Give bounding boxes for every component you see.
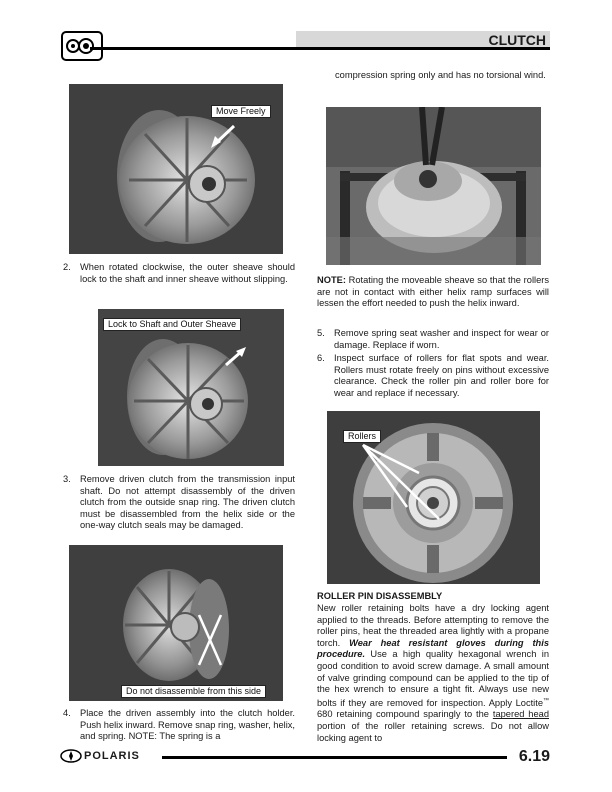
note-text: Rotating the moveable sheave so that the rollers are not in contact with either helix ramp surfaces will lessen the effort needed to push the helix inward.	[317, 275, 549, 309]
callout-lock-to-shaft: Lock to Shaft and Outer Sheave	[103, 318, 241, 331]
header-rule	[90, 47, 550, 50]
list-item-2: 2. When rotated clockwise, the outer sheave should lock to the shaft and inner sheave without slipping.	[63, 262, 295, 284]
clutch-section-icon	[61, 31, 103, 61]
list-item-5: 5. Remove spring seat washer and inspect for wear or damage. Replace if worn.	[317, 328, 549, 350]
continued-text: compression spring only and has no torsional wind.	[335, 70, 546, 80]
underlined-term: tapered head	[492, 709, 549, 720]
photo-clutch-holder-tool	[326, 107, 541, 265]
polaris-logo-icon	[60, 749, 82, 768]
page-title: CLUTCH	[488, 32, 546, 48]
section-body: New roller retaining bolts have a dry locking agent applied to the threads. Before attempting to remove the roller pins, heat the threaded area lightly with a propane torch. Wear heat resistant gloves during this procedure. Use a high quality hexagonal wrench in good condition to avoid screw damage. A small amount of valve grinding compound can be applied to the tip of the hex wrench to ensure a tight fit. Always use new bolts if they are removed for inspection. Apply Loctite™ 680 retaining compound sparingly to the tapered head portion of the roller retaining screws. Do not allow locking agent to	[317, 603, 549, 743]
page-number: 6.19	[518, 748, 550, 765]
footer-rule	[162, 756, 507, 759]
note-paragraph	[317, 275, 549, 310]
callout-rollers: Rollers	[343, 430, 381, 443]
warning-text: Wear heat resistant gloves during this procedure.	[317, 637, 549, 660]
list-item-6: 6. Inspect surface of rollers for flat spots and wear. Rollers must rotate freely on pins without excessive clearance. Check the roller pin and roller bore for wear and replace if necessary.	[317, 353, 549, 398]
section-heading: ROLLER PIN DISASSEMBLY	[317, 591, 443, 601]
note-label: NOTE:	[317, 275, 346, 285]
list-item-3: 3. Remove driven clutch from the transmission input shaft. Do not attempt disassembly of the driven clutch from the outside snap ring. The driven clutch must be disassembled from the helix side or the one-way clutch seals may be damaged.	[63, 474, 295, 531]
footer-brand: POLARIS	[84, 750, 140, 762]
list-item-4: 4. Place the driven assembly into the clutch holder. Push helix inward. Remove snap ring, washer, helix, and spring. NOTE: The spring is a	[63, 708, 295, 742]
photo-clutch-do-not-disassemble	[69, 545, 283, 701]
callout-do-not-disassemble: Do not disassemble from this side	[121, 685, 266, 698]
photo-clutch-lock-to-shaft	[98, 309, 284, 466]
callout-move-freely: Move Freely	[211, 105, 271, 118]
